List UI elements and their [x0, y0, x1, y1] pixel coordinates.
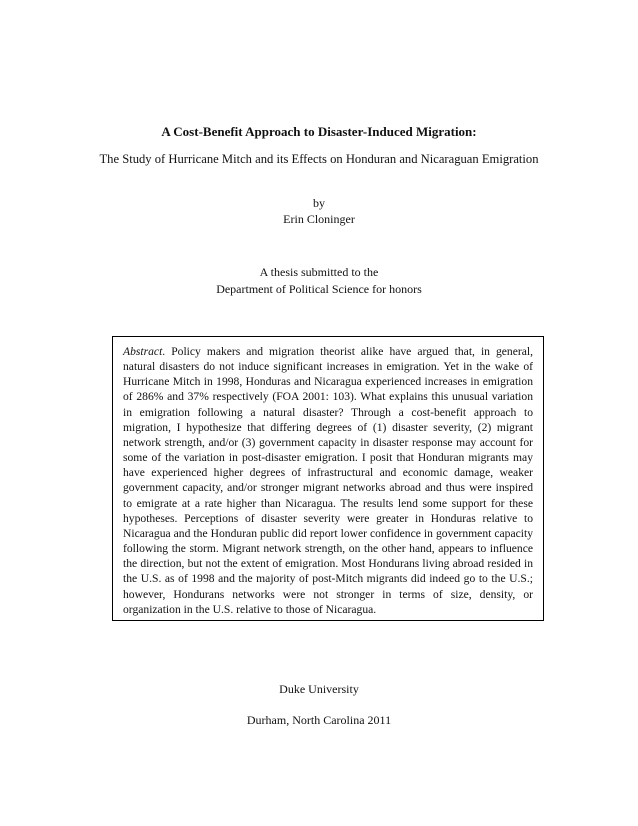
submission-statement: A thesis submitted to the [259, 265, 379, 279]
abstract-box [112, 336, 544, 621]
abstract-body: . Policy makers and migration theorist alike have argued that, in general, natural disasters do not induce significant increases in emigration. Yet in the wake of Hurricane Mitch in 1998, Honduras and Nicaragua experienced increases in emigration of 286% and 37% respectively (FOA 2001: 103). What explains this unusual variation in emigration following a natural disaster? Through a cost-benefit approach to migration, I hypothesize that differing degrees of (1) disaster severity, (2) migrant network strength, and/or (3) government capacity in disaster response may account for some of the variation in post-disaster emigration. I posit that Honduran migrants may have experienced higher degrees of infrastructural and economic damage, weaker government capacity, and/or stronger migrant networks abroad and thus were inspired to emigrate at a rate higher than Nicaragua. The results lend some support for these hypotheses. Perceptions of disaster severity were greater in Honduras relative to Nicaragua and the Honduran public did report lower confidence in government capacity following the storm. Migrant network strength, on the other hand, appears to influence the direction, but not the extent of emigration. Most Hondurans living abroad resided in the U.S. as of 1998 and the majority of post-Mitch migrants did indeed go to the U.S.; however, Hondurans networks were not stronger in terms of size, density, or organization in the U.S. relative to those of Nicaragua. [123, 345, 533, 616]
by-line: by [313, 196, 325, 210]
department-line: Department of Political Science for honors [216, 282, 422, 296]
location-year: Durham, North Carolina 2011 [246, 713, 392, 727]
university-name: Duke University [279, 682, 359, 696]
abstract-label: Abstract [123, 345, 163, 358]
author-name: Erin Cloninger [283, 212, 355, 226]
thesis-subtitle: The Study of Hurricane Mitch and its Effects on Honduran and Nicaraguan Emigration [99, 152, 539, 166]
thesis-title: A Cost-Benefit Approach to Disaster-Induced Migration: [161, 124, 477, 139]
